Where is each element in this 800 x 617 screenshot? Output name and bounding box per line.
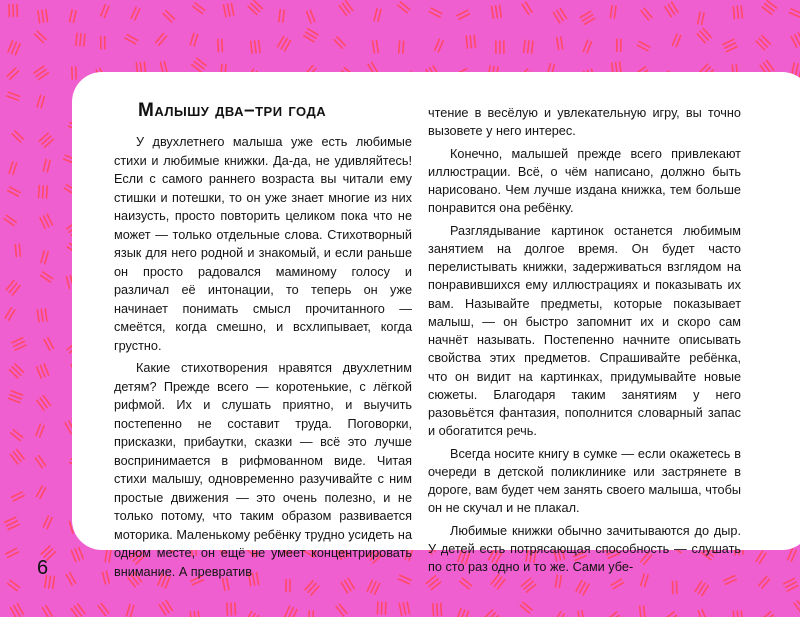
- dash-mark: [10, 604, 23, 617]
- dash-mark: [617, 39, 621, 51]
- dash-mark: [435, 39, 443, 52]
- dash-mark: [492, 5, 502, 18]
- dash-mark: [698, 610, 706, 617]
- dash-mark: [192, 58, 206, 72]
- dash-mark: [37, 396, 51, 410]
- page-number: 6: [37, 557, 49, 579]
- dash-mark: [756, 36, 770, 50]
- dash-mark: [399, 602, 409, 615]
- dash-mark: [339, 1, 353, 15]
- dash-mark: [9, 162, 17, 175]
- dash-mark: [665, 2, 678, 16]
- dash-mark: [697, 28, 711, 42]
- dash-mark: [248, 0, 262, 14]
- dash-mark: [784, 578, 798, 591]
- dash-mark: [640, 606, 645, 617]
- dash-mark: [34, 66, 48, 79]
- dash-mark: [285, 606, 297, 617]
- dash-mark: [762, 1, 776, 15]
- dash-mark: [610, 6, 616, 18]
- dash-mark: [8, 187, 20, 196]
- dash-mark: [41, 272, 53, 282]
- dash-mark: [10, 450, 24, 464]
- dash-mark: [37, 364, 49, 378]
- dash-mark: [334, 37, 345, 48]
- dash-mark: [125, 35, 137, 44]
- dash-mark: [44, 338, 53, 350]
- dash-mark: [36, 486, 45, 498]
- dash-mark: [4, 215, 16, 225]
- paragraph: чтение в весёлую и увлекательную игру, вы точно вызовете у него интерес.: [428, 106, 741, 139]
- dash-mark: [70, 10, 77, 23]
- paragraph: Какие стихотворения нравятся двухлетним детям? Прежде всего — коротенькие, с лёгкой рифмой. Их и слушать приятно, и выучить постепенно не составит труда. Поговорки, присказки, прибаутки, сказки — всё это лучше воспринимается в рифмованном виде. Читая стихи малышу, одновременно разучивайте с ним простые движения — это очень полезно, и не только потому, что таким образом развивается моторика. Маленькому ребёнку трудно усидеть на одном месте, он ещё не умеет концентрировать внимание. А превратив: [114, 361, 412, 579]
- dash-mark: [9, 391, 23, 403]
- dash-mark: [7, 68, 18, 79]
- dash-mark: [11, 430, 23, 441]
- dash-mark: [457, 10, 470, 19]
- dash-mark: [756, 551, 766, 563]
- dash-mark: [131, 7, 140, 20]
- dash-mark: [790, 9, 800, 17]
- dash-mark: [163, 11, 174, 22]
- dash-mark: [7, 580, 19, 590]
- dash-mark: [43, 606, 53, 617]
- dash-mark: [733, 611, 742, 617]
- dash-mark: [37, 95, 44, 108]
- dash-mark: [101, 5, 109, 18]
- dash-mark: [5, 517, 19, 529]
- dash-mark: [71, 604, 85, 617]
- right-text-column: [428, 104, 741, 580]
- dash-mark: [224, 3, 234, 16]
- left-text-column: [114, 133, 412, 585]
- dash-mark: [698, 12, 704, 25]
- paragraph: Любимые книжки обычно зачитываются до дыр. У детей есть потрясающая способность — слушать по сто раз одно и то же. Сами убе-: [428, 523, 741, 574]
- dash-mark: [218, 39, 223, 51]
- dash-mark: [39, 133, 53, 147]
- dash-mark: [71, 548, 83, 562]
- dash-mark: [36, 424, 44, 437]
- dash-mark: [496, 41, 504, 53]
- dash-mark: [695, 581, 708, 595]
- dash-mark: [37, 309, 47, 322]
- dash-mark: [374, 9, 381, 22]
- dash-mark: [278, 36, 291, 50]
- dash-mark: [336, 604, 347, 616]
- dash-mark: [304, 29, 318, 42]
- dash-mark: [484, 610, 498, 617]
- dash-mark: [373, 41, 379, 53]
- dash-mark: [673, 581, 677, 593]
- dash-mark: [227, 603, 236, 615]
- dash-mark: [76, 33, 85, 46]
- dash-mark: [309, 611, 314, 617]
- dash-mark: [6, 281, 20, 295]
- dash-mark: [672, 34, 680, 47]
- dash-mark: [15, 244, 20, 256]
- dash-mark: [794, 599, 800, 613]
- dash-mark: [105, 550, 111, 562]
- dash-mark: [12, 131, 23, 142]
- dash-mark: [433, 603, 442, 615]
- dash-mark: [580, 11, 594, 24]
- dash-mark: [665, 612, 679, 617]
- dash-mark: [607, 612, 621, 617]
- dash-mark: [6, 548, 19, 557]
- dash-mark: [34, 31, 45, 42]
- dash-mark: [398, 2, 410, 13]
- dash-mark: [377, 602, 385, 614]
- dash-mark: [40, 214, 52, 228]
- dash-mark: [43, 159, 50, 172]
- dash-mark: [641, 8, 652, 20]
- dash-mark: [43, 516, 52, 529]
- dash-mark: [583, 40, 591, 53]
- dash-mark: [41, 251, 48, 264]
- dash-mark: [521, 578, 535, 592]
- dash-mark: [307, 10, 315, 23]
- page-title: Малышу два–три года: [138, 100, 327, 121]
- dash-mark: [190, 33, 197, 46]
- dash-mark: [733, 6, 742, 19]
- dash-mark: [246, 612, 259, 617]
- dash-mark: [36, 456, 46, 468]
- dash-mark: [102, 571, 109, 584]
- dash-mark: [11, 492, 24, 501]
- dash-mark: [9, 364, 23, 378]
- dash-mark: [611, 579, 623, 589]
- paragraph: Разглядывание картинок останется любимым занятием на долгое время. Он будет часто перелистывать книжки, задерживаться взглядом на понравившихся ему иллюстрациях и показывать их вам. Называйте предметы, которые показывает малыш, — он быстро запомнит их и скоро сам начнёт называть. Постепенно начните описывать свойства этих предметов. Спрашивайте ребёнка, что он видит на картинках, придумывайте новые сюжеты. Благодаря таким занятиям у него разовьётся фантазия, пополнится словарный запас и обогатится речь.: [428, 223, 741, 439]
- dash-mark: [193, 3, 205, 13]
- dash-mark: [762, 612, 776, 617]
- dash-mark: [554, 612, 564, 617]
- dash-mark: [190, 611, 199, 617]
- dash-mark: [101, 37, 105, 49]
- dash-mark: [159, 600, 172, 614]
- dash-mark: [466, 35, 475, 48]
- dash-mark: [578, 611, 584, 617]
- dash-mark: [5, 308, 15, 320]
- dash-mark: [66, 573, 75, 585]
- dash-mark: [520, 602, 532, 613]
- dash-mark: [576, 581, 589, 595]
- dash-mark: [723, 39, 737, 51]
- dash-mark: [38, 186, 47, 199]
- dash-mark: [788, 549, 796, 562]
- dash-mark: [7, 92, 20, 100]
- dash-mark: [72, 67, 76, 79]
- dash-mark: [553, 8, 566, 22]
- dash-mark: [279, 10, 284, 22]
- dash-mark: [524, 40, 533, 53]
- dash-mark: [557, 37, 563, 49]
- dash-mark: [156, 33, 167, 45]
- dash-mark: [429, 8, 442, 17]
- paragraph: Всегда носите книгу в сумке — если окажетесь в очереди в детской поликлинике или застрянете в дороге, вам будет чем занять своего малыша, чтобы он не скучал и не плакал.: [428, 446, 741, 516]
- dash-mark: [12, 338, 26, 350]
- dash-mark: [399, 41, 404, 53]
- dash-mark: [522, 2, 532, 14]
- dash-mark: [791, 33, 800, 47]
- paragraph: У двухлетнего малыша уже есть любимые стихи и любимые книжки. Да-да, не удивляйтесь! Если с самого раннего возраста вы читали ему стишки и потешки, то он уже знает многие из них наизусть, просто повторить целиком пока что не может — только отдельные слова. Стихотворный язык для него родной и знакомый, и если раньше он просто радовался маминому голосу и различал её интонации, то теперь он уже начинает понимать смысл прочитанного — смеётся, когда смешно, и всхлипывает, когда грустно.: [114, 135, 412, 353]
- dash-mark: [8, 41, 20, 55]
- dash-mark: [251, 40, 260, 53]
- dash-mark: [637, 42, 649, 51]
- dash-mark: [38, 10, 48, 23]
- dash-mark: [98, 603, 108, 615]
- dash-mark: [9, 4, 17, 16]
- dash-mark: [127, 604, 134, 617]
- dash-mark: [457, 609, 469, 617]
- paragraph: Конечно, малышей прежде всего привлекают иллюстрации. Всё, о чём написано, должно быть нарисовано. Чем лучше издана книжка, тем больше понравится она ребёнку.: [428, 146, 741, 216]
- dash-mark: [759, 576, 770, 588]
